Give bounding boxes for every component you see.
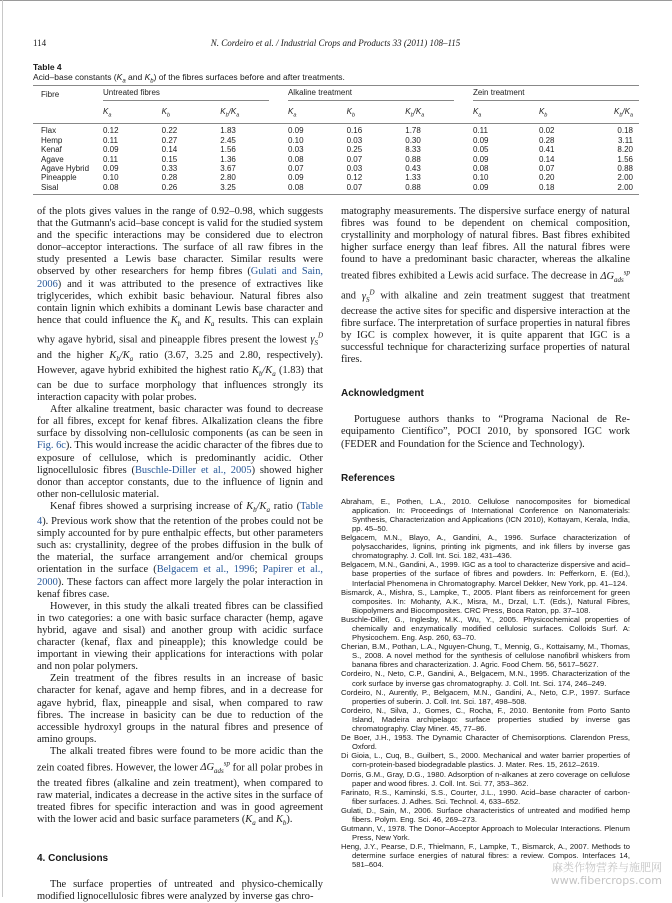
paragraph: After alkaline treatment, basic character was found to decrease for all fibres, except for kenaf fibres. Alkalization cleans the fibre surface by dissolving non-cellulosic components (as can be seen in Fig. 6c). This would increase the acidic character of the fibres due to exposure of cellulose, which is predominantly acidic. Other lignocellulosic fibres (Buschle-Diller et al., 2005) showed higher donor than acceptor constants, due to the influence of lignin and other non-cellulosic material.	[37, 404, 323, 500]
table-caption: Acid–base constants ($K_a$ and $K_b$) of the fibres surfaces before and after treatments.	[33, 72, 345, 85]
citation-link[interactable]: Gulati and Sain, 2006	[37, 266, 323, 290]
table-row: Kenaf 0.09 0.14 1.56 0.03 0.25 8.33 0.05 0.41 8.20	[41, 145, 633, 155]
paragraph: However, in this study the alkali treated fibres can be classified in two categories: a one with basic surface character (hemp, agave hybrid, agave and sisal) and another group with acidic surface character (kenaf, flax and pineapple); this knowledge could be important in viewing their applications for interactions with polar and non polar polymers.	[37, 600, 323, 673]
page-border-left	[2, 0, 3, 897]
subheader-kb: $K_b$	[162, 104, 221, 124]
table-title: Table 4	[33, 62, 62, 72]
table-row: Sisal 0.08 0.26 3.25 0.08 0.07 0.88 0.09 0.18 2.00	[33, 183, 639, 195]
citation-link[interactable]: Papirer et al., 2000	[37, 564, 323, 588]
col-header-fibre: Fibre	[41, 90, 60, 99]
subheader-ratio: $K_b/K_a$	[405, 104, 473, 124]
watermark-chinese: 麻类作物营养与施肥网	[552, 861, 662, 874]
reference-item: Di Gioia, L., Cuq, B., Guilbert, S., 2000. Mechanical and water barrier properties of corn-protein-based biodegradable plastics. J. Mater. Res. 15, 2612–2619.	[341, 751, 630, 770]
table-row: Flax 0.12 0.22 1.83 0.09 0.16 1.78 0.11 0.02 0.18	[41, 126, 633, 136]
reference-item: Belgacem, M.N., Gandini, A., 1999. IGC as a tool to characterize dispersive and acid–base properties of the surface of fibres and powders. In: Pefferkorn, E. (Ed.), Interfacial Phenomena in Chromatography. Marcel Dekker, New York, pp. 41–124.	[341, 560, 630, 588]
paragraph: Portuguese authors thanks to “Programa Nacional de Re-equipamento Científico”, POCI 2010, by sponsored IGC work (FEDER and Foundation for the Science and Technology).	[341, 414, 630, 450]
reference-item: Abraham, E., Pothen, L.A., 2010. Cellulose nanocomposites for biomedical application. In: Proceedings of International Conference on Nanomaterials: Synthesis, Characterization and Applications (ICN 2010), Kottayam, Kerala, India, pp. 45–50.	[341, 496, 630, 533]
paragraph: The surface properties of untreated and physico-chemically modified lignocellulosic fibres were analyzed by inverse gas chro-	[37, 879, 323, 903]
running-header	[33, 38, 638, 52]
citation-link[interactable]: Belgacem et al., 1996	[156, 564, 255, 576]
group-header-untreated: Untreated fibres	[103, 86, 288, 104]
reference-item: Gutmann, V., 1978. The Donor–Acceptor Approach to Molecular Interactions. Plenum Press, New York.	[341, 824, 630, 843]
acid-base-table	[33, 85, 639, 195]
table-subheader-row	[33, 104, 639, 124]
reference-item: De Boer, J.H., 1953. The Dynamic Character of Chemisorptions. Clarendon Press, Oxford.	[341, 733, 630, 752]
reference-item: Belgacem, M.N., Blayo, A., Gandini, A., 1996. Surface characterization of polysaccharides, lignins, printing ink pigments, and ink fillers by inverse gas chromatography. J. Coll. Int. Sci. 182, 431–436.	[341, 533, 630, 561]
subheader-kb: $K_b$	[539, 104, 605, 124]
figure-link[interactable]: Fig. 6c	[37, 440, 66, 452]
watermark-url: www.fibercrops.com	[550, 874, 662, 887]
reference-item: Buschle-Diller, G., Inglesby, M.K., Wu, Y., 2005. Physicochemical properties of chemically and enzymatically modified cellulosic surfaces. Colloids Surf. A: Physicochem. Eng. Asp. 260, 63–70.	[341, 614, 630, 643]
citation-link[interactable]: Buschle-Diller et al., 2005	[134, 464, 252, 476]
paragraph: matography measurements. The dispersive surface energy of natural fibres was found to be dependent on chemical composition, crystallinity and morphology of natural fibres. Bast fibres exhibited higher surface energy than leaf fibres. All the natural fibres were found to have a predominant basic character, whereas the alkaline treated fibres exhibited a Lewis acid surface. The decrease in $\Delta G_{ads}^{sp}$ and $\gamma_S^D$ with alkaline and zein treatment suggest that treatment decrease the active sites for specific and dispersive interaction at the fibre surface. The interpretation of surface properties in natural fibres by IGC is complex however, it is quite apparent that IGC is a successful technique for characterizing surface properties of natural fires.	[341, 206, 630, 366]
paragraph: Kenaf fibres showed a surprising increase of $K_b/K_a$ ratio (Table 4). Previous work show that the retention of the probes could not be simply accounted for by pure enthalpic effects, but other parameters such as: crystallinity, degree of the probes diffusion in the bulk of the material, the surface arrangement and/or chemical groups orientation in the surface (Belgacem et al., 1996; Papirer et al., 2000). These factors can affect more largely the polar interaction in kenaf fibres case.	[37, 500, 323, 600]
table-row: Agave 0.11 0.15 1.36 0.08 0.07 0.88 0.09 0.14 1.56	[41, 154, 633, 164]
left-column	[37, 206, 323, 903]
section-heading-references: References	[341, 472, 395, 484]
paragraph: of the plots gives values in the range of 0.92–0.98, which suggests that the Gutmann's acid–base concept is valid for the studied system and the specific interactions may be considered due to electron donor–acceptor interactions. The surface of all raw fibres in the study presented a Lewis base character. Similar results were observed by other researchers for hemp fibres (Gulati and Sain, 2006) and it was attributed to the presence of extractives like triglycerides, which exhibit basic behaviour. Natural fibres also contain lignin which exhibits a dominant Lewis base character and hence that could influence the $K_b$ and $K_a$ results. This can explain why agave hybrid, sisal and pineapple fibres present the lowest $\gamma_S^D$ and the higher $K_b/K_a$ ratio (3.67, 3.25 and 2.80, respectively). However, agave hybrid exhibited the highest ratio $K_b/K_a$ (1.83) that can be due to surface morphology that influences strongly its interaction capacity with polar probes.	[37, 206, 324, 404]
subheader-ka: $K_a$	[473, 104, 539, 124]
group-header-alkaline: Alkaline treatment	[288, 86, 473, 104]
paragraph: The alkali treated fibres were found to be more acidic than the zein coated fibres. However, the lower $\Delta G_{ads}^{sp}$ for all polar probes in the treated fibres (alkaline and zein treatment), when compared to raw material, indicates a decrease in the active sites in the surface of treated fibres for specific interaction and was in good agreement with the lower acid and basic surface parameters ($K_a$ and $K_b$).	[37, 745, 323, 827]
group-header-zein: Zein treatment	[473, 86, 639, 104]
right-column	[341, 206, 630, 870]
reference-item: Bismarck, A., Mishra, S., Lampke, T., 2005. Plant fibers as reinforcement for green composites. In: Mohanty, A.K., Misra, M., Drzal, L.T. (Eds.), Natural Fibres, Biopolymers and Biocomposites. CRC Press, Boca Raton, pp. 37–108.	[341, 587, 630, 615]
page-number: 114	[33, 38, 47, 48]
page-border-top	[0, 0, 672, 1]
reference-item: Dorris, G.M., Gray, D.G., 1980. Adsorption of n-alkanes at zero coverage on cellulose paper and wood fibres. J. Coll. Int. Sci. 77, 353–362.	[341, 769, 630, 788]
subheader-kb: $K_b$	[347, 104, 406, 124]
subheader-ka: $K_a$	[288, 104, 347, 124]
table-row: Pineapple 0.10 0.28 2.80 0.09 0.12 1.33 0.10 0.20 2.00	[41, 173, 633, 183]
reference-item: Cordeiro, N., Aurently, P., Belgacem, M.N., Gandini, A., Neto, C.P., 1997. Surface properties of suberin. J. Coll. Int. Sci. 187, 498–508.	[341, 687, 630, 706]
table-link[interactable]: Table 4	[37, 500, 323, 528]
table-row: Hemp 0.11 0.27 2.45 0.10 0.03 0.30 0.09 0.28 3.11	[41, 135, 633, 145]
subheader-ratio: $K_b/K_a$	[220, 104, 288, 124]
paragraph: Zein treatment of the fibres results in an increase of basic character for kenaf, agave and hemp fibres, and in a decrease for agave hybrid, flax, pineapple and sisal, when compared to raw fibres. The increase in basicity can be due to reduction of the accessible hydroxyl groups in the natural fibres and presence of amino groups.	[37, 673, 323, 745]
watermark	[551, 861, 662, 887]
section-heading-acknowledgment: Acknowledgment	[341, 388, 424, 400]
subheader-ka: $K_a$	[103, 104, 162, 124]
journal-citation: N. Cordeiro et al. / Industrial Crops and Products 33 (2011) 108–115	[210, 38, 461, 48]
reference-item: Gulati, D., Sain, M., 2006. Surface characteristics of untreated and modified hemp fibers. Polym. Eng. Sci. 46, 269–273.	[341, 805, 630, 824]
section-heading-conclusions: 4. Conclusions	[37, 853, 109, 865]
reference-item: Cordeiro, N., Neto, C.P., Gandini, A., Belgacem, M.N., 1995. Characterization of the cork surface by inverse gas chromatography. J. Coll. Int. Sci. 174, 246–249.	[341, 669, 630, 688]
reference-item: Cordeiro, N., Silva, J., Gomes, C., Rocha, F., 2010. Bentonite from Porto Santo Island, Madeira archipelago: surface properties studied by inverse gas chromatography. Clay Miner. 45, 77–86.	[341, 705, 630, 734]
reference-list	[341, 497, 630, 870]
reference-item: Heng, J.Y., Pearse, D.F., Thielmann, F., Lampke, T., Bismarck, A., 2007. Methods to determine surface energies of natural fibres: a review. Compos. Interfaces 14, 581–604.	[341, 842, 630, 870]
reference-item: Cherian, B.M., Pothan, L.A., Nguyen-Chung, T., Mennig, G., Kottaisamy, M., Thomas, S., 2008. A novel method for the synthesis of cellulose nanofibril whiskers from banana fibres and characterization. J. Agric. Food Chem. 56, 5617–5627.	[341, 642, 630, 670]
table-row: Agave Hybrid 0.09 0.33 3.67 0.07 0.03 0.43 0.08 0.07 0.88	[41, 164, 633, 174]
subheader-ratio: $K_b/K_a$	[605, 104, 639, 124]
reference-item: Farinato, R.S., Kaminski, S.S., Courter, J.L., 1990. Acid–base character of carbon-fiber surfaces. J. Adhes. Sci. Technol. 4, 633–652.	[341, 787, 630, 806]
